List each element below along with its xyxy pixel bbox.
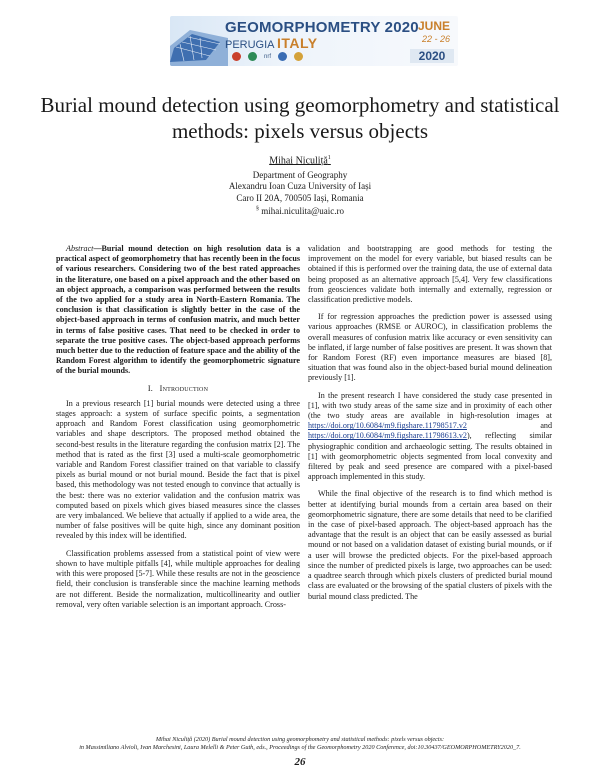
sponsor-logos <box>232 52 303 61</box>
author-name-text: Mihai Niculiță <box>269 155 328 167</box>
intro-paragraph-2: Classification problems assessed from a statistical point of view were shown to have multiple pitfalls [4], while multiple approaches for dealing with this were proposed [5-7]. While these results are not in the geoscience field, their conclusion is transferable since the machine learning methods are not different. Beside the normalization, multicollinearity and outlier removal, very often variable selection is an important approach. Cross- <box>56 548 300 609</box>
sponsor-logo-text: nrf <box>264 53 272 60</box>
sponsor-logo-blue <box>278 52 287 61</box>
abstract <box>56 244 300 377</box>
terrain-grid-logo <box>170 16 228 66</box>
banner-dates: 22 - 26 <box>421 34 450 44</box>
p3-after: ), reflecting similar physiographic condition and archaeologic setting. The results obtained in [1] with geomorphometric objects segmented from local convexity and filtered by peak and seed presence are compared with a pixel-based approach implemented in this study. <box>308 431 552 482</box>
citation-line-2: in Massimiliano Alvioli, Ivan Marchesini, Laura Melelli & Peter Guth, eds., Proceedings of the Geomorphometry 2020 Conference, doi:10.30437/GEOMORPHOMETRY2020_7. <box>79 744 521 751</box>
paper-title: Burial mound detection using geomorphometry and statistical methods: pixels versus objects <box>40 93 560 143</box>
conference-banner <box>170 16 458 66</box>
author-email-line <box>150 204 450 218</box>
author-name <box>150 153 450 167</box>
author-address: Caro II 20A, 700505 Iași, Romania <box>236 192 364 203</box>
sponsor-logo-green <box>248 52 257 61</box>
abstract-dash: — <box>93 244 102 253</box>
email-mark: § <box>255 206 259 213</box>
citation-line-1: Mihai Niculiță (2020) Burial mound detection using geomorphometry and statistical methods: pixels versus objects: <box>155 736 445 743</box>
author-university: Alexandru Ioan Cuza University of Iași <box>228 181 372 192</box>
p3-before: In the present research I have considered the study case presented in [1], with two study areas of the same size and in proximity of each other (the two study areas are available in high-resolution images at <box>308 390 552 421</box>
paragraph-continued: validation and bootstrapping are good methods for testing the improvement on the model for every variable, but biased results can be obtained if this is performed over the training data, the use of external data being proposed as an alternative approach [5,4]. Very few classifications from geosciences validate both internally and externally, regression or classification predictive models. <box>308 244 552 305</box>
section-title: Introduction <box>159 383 209 393</box>
banner-country: ITALY <box>276 35 318 51</box>
banner-title: GEOMORPHOMETRY 2020 <box>225 19 419 36</box>
banner-location <box>225 35 318 51</box>
paragraph-present-research <box>308 391 552 483</box>
paragraph-regression: If for regression approaches the prediction power is assessed using various approaches (RMSE or AUROC), in classification problems the overall measures of confusion matrix like accuracy or even sensitivity can be inflated, if large number of false positives are present. It was shown that for Random Forest (RF) even importance measures are biased [8], situation that was found also in the object-based burial mound delineation previously [1]. <box>308 312 552 383</box>
section-numeral: I. <box>147 383 153 393</box>
sponsor-logo-gold <box>294 52 303 61</box>
author-mark: 1 <box>327 155 331 161</box>
author-department: Department of Geography <box>252 169 348 180</box>
page-number: 26 <box>294 756 306 768</box>
figshare-link-1[interactable]: https://doi.org/10.6084/m9.figshare.11798517.v2 <box>308 421 467 431</box>
banner-city: PERUGIA <box>225 39 274 51</box>
banner-year: 2020 <box>410 49 454 63</box>
author-block <box>150 153 450 218</box>
right-column <box>308 244 552 609</box>
intro-paragraph-1: In a previous research [1] burial mounds were detected using a three stages approach: a system of surface specific points, a segmentation approach and Random Forest classification using geomorphometric variables and shape descriptors. The proposed method obtained the second-best results in the literature regarding the confusion matrix [2]. The method that is rated as the first [3] used a multi-scale geomorphometric variable and Random Forest classifier trained on that variable to classify pixels as burial mound or not burial mound. Beside the fact that is pixel based, this methodology was not tested enough to convince that actually is the best: there was no exterior validation and the confusion matrix was computed based on pixels which gives biased measures since the classes are very imbalanced. We believe that actually if applied to a wide area, the number of false positives will be quite high, since any dominant position revealed by this index will be identified. <box>56 398 300 541</box>
abstract-label: Abstract <box>66 244 94 253</box>
banner-month: JUNE <box>417 19 450 33</box>
left-column <box>56 244 300 617</box>
p3-and: and <box>540 421 552 431</box>
section-heading <box>56 384 300 394</box>
abstract-text: Burial mound detection on high resolution data is a practical aspect of geomorphometry that has recently been in the focus of various researchers. Considering two of the best rated approaches in the literature, one based on a pixel approach and the other based on an object approach, a comparison was performed between the results of the two applied for a study area in North-Eastern Romania. The conclusion is that classification is slightly better in the case of the object-based approach in terms of confusion matrix, and much better in terms of false positive cases. That need to be checked in order to separate the true positive cases. The object-based approach performs much better due to the reduction of feature space and the ability of the Random Forest algorithm to identify the geomorphometric signature of the burial mounds. <box>56 244 300 376</box>
paragraph-objective: While the final objective of the research is to find which method is better at identifying burial mounds from a certain area based on their geomorphometric signature, there are some details that need to be clarified in the case of pixel-based approach. The object-based approach has the advantage that the result is an object that can be easily assessed as burial mound or not based on a validation dataset of existing burial mounds, or if a user will browse the predicted objects. For the pixel-based approach since the number of predicted pixels is large, two approaches can be used: a quadtree search through which pixels clusters of predicted burial mound class are evaluated or the browsing of the spatial clusters of pixels with the burial mound class predicted. The <box>308 489 552 601</box>
figshare-link-2[interactable]: https://doi.org/10.6084/m9.figshare.11798613.v2 <box>308 431 467 441</box>
author-email[interactable]: mihai.niculita@uaic.ro <box>261 206 344 217</box>
citation-footer <box>40 736 560 752</box>
sponsor-logo-red <box>232 52 241 61</box>
